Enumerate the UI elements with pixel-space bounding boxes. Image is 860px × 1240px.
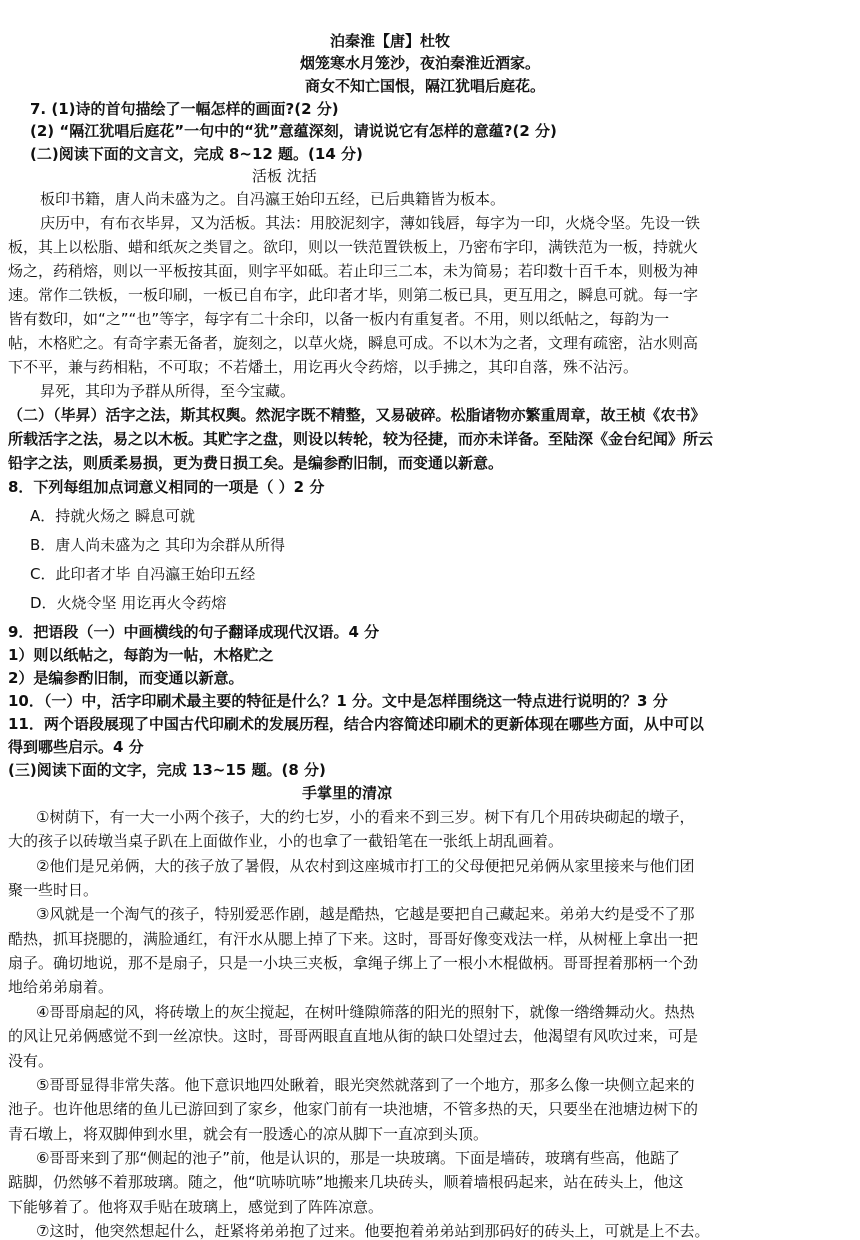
section-2-title: (二)阅读下面的文言文，完成 8~12 题。(14 分)	[30, 145, 363, 163]
story-line: ②他们是兄弟俩，大的孩子放了暑假，从农村到这座城市打工的父母便把兄弟俩从家里接来与他们团	[36, 856, 695, 875]
story-line: ①树荫下，有一大一小两个孩子，大的约七岁，小的看来不到三岁。树下有几个用砖块砌起的墩子，	[36, 808, 695, 826]
q8-option-c: C．此印者才毕 自冯瀛王始印五经	[30, 565, 256, 583]
question-11-line1: 11．两个语段展现了中国古代印刷术的发展历程，结合内容简述印刷术的更新体现在哪些方面，从中可以	[8, 715, 704, 733]
story-line: 的风让兄弟俩感觉不到一丝凉快。这时，哥哥两眼直直地从街的缺口处望过去，他渴望有风吹过来，可是	[8, 1027, 699, 1046]
classical-line: 下不平，兼与药相粘，不可取；不若燔土，用讫再火令药熔，以手拂之，其印自落，殊不沾污。	[8, 358, 639, 376]
story-line: ⑤哥哥显得非常失落。他下意识地四处瞅着，眼光突然就落到了一个地方，那多么像一块侧立起来的	[36, 1075, 695, 1094]
classical-line: 板，其上以松脂、蜡和纸灰之类冒之。欲印，则以一铁范置铁板上，乃密布字印，满铁范为一板，持就火	[8, 238, 699, 256]
classical-line: 板印书籍，唐人尚未盛为之。自冯瀛王始印五经，已后典籍皆为板本。	[40, 190, 506, 208]
story-line: 大的孩子以砖墩当桌子趴在上面做作业，小的也拿了一截铅笔在一张纸上胡乱画着。	[8, 832, 564, 851]
story-title: 手掌里的清凉	[302, 784, 393, 802]
classical-line: 帖，木格贮之。有奇字素无备者，旋刻之，以草火烧，瞬息可成。不以木为之者，文理有疏密，沾水则高	[8, 334, 699, 352]
story-line: ⑥哥哥来到了那“侧起的池子”前，他是认识的，那是一块玻璃。下面是墙砖，玻璃有些高，他踮了	[36, 1148, 680, 1167]
classical-text-title: 活板 沈括	[252, 167, 317, 185]
story-line: ④哥哥扇起的风，将砖墩上的灰尘搅起，在树叶缝隙筛落的阳光的照射下，就像一绺绺舞动火。热热	[36, 1002, 695, 1021]
classical-line: 庆历中，有布衣毕昇，又为活板。其法：用胶泥刻字，薄如钱唇，每字为一印，火烧令坚。先设一铁	[40, 214, 701, 232]
story-line: 聚一些时日。	[8, 881, 99, 900]
passage2-line: （二）（毕昇）活字之法，斯其权舆。然泥字既不精整，又易破碎。松脂诸物亦繁重周章，故王桢《农书》	[8, 406, 706, 424]
poem-title: 泊秦淮【唐】杜牧	[330, 32, 451, 50]
story-line: ③风就是一个淘气的孩子，特别爱恶作剧，越是酷热，它越是要把自己藏起来。弟弟大约是受不了那	[36, 905, 695, 924]
question-10: 10．（一）中，活字印刷术最主要的特征是什么？1 分。文中是怎样围绕这一特点进行说明的？3 分	[8, 692, 668, 710]
question-9-1: 1）则以纸帖之，每韵为一帖，木格贮之	[8, 646, 274, 664]
story-line: ⑦这时，他突然想起什么，赶紧将弟弟抱了过来。他要抱着弟弟站到那码好的砖头上，可就是上不去。	[36, 1222, 710, 1240]
story-line: 地给弟弟扇着。	[8, 978, 114, 997]
question-8: 8．下列每组加点词意义相同的一项是（ ）2 分	[8, 478, 325, 496]
classical-line: 昇死，其印为予群从所得，至今宝藏。	[40, 382, 296, 400]
question-7-2: (2) “隔江犹唱后庭花”一句中的“犹”意蕴深刻，请说说它有怎样的意蕴?(2 分)	[30, 122, 557, 140]
q8-option-b: B．唐人尚未盛为之 其印为余群从所得	[30, 536, 286, 554]
q8-option-a: A．持就火炀之 瞬息可就	[30, 507, 196, 525]
story-line: 扇子。确切地说，那不是扇子，只是一小块三夹板，拿绳子绑上了一根小木棍做柄。哥哥捏着那柄一个劲	[8, 954, 699, 973]
story-line: 没有。	[8, 1051, 54, 1070]
classical-line: 皆有数印，如“之”“也”等字，每字有二十余印，以备一板内有重复者。不用，则以纸帖之，每韵为一	[8, 310, 670, 328]
story-line: 青石墩上，将双脚伸到水里，就会有一股透心的凉从脚下一直凉到头顶。	[8, 1124, 489, 1143]
question-9-2: 2）是编参酌旧制，而变通以新意。	[8, 669, 244, 687]
story-line: 下能够着了。他将双手贴在玻璃上，感觉到了阵阵凉意。	[8, 1197, 384, 1216]
question-9: 9．把语段（一）中画横线的句子翻译成现代汉语。4 分	[8, 623, 380, 641]
story-line: 酷热，抓耳挠腮的，满脸通红，有汗水从腮上掉了下来。这时，哥哥好像变戏法一样，从树桠上拿出一把	[8, 929, 699, 948]
story-line: 池子。也许他思绪的鱼儿已游回到了家乡，他家门前有一块池塘，不管多热的天，只要坐在池塘边树下的	[8, 1100, 699, 1119]
poem-line-2: 商女不知亡国恨，隔江犹唱后庭花。	[305, 77, 546, 95]
section-3-title: (三)阅读下面的文字，完成 13~15 题。(8 分)	[8, 761, 326, 779]
q8-option-d: D．火烧令坚 用讫再火令药熔	[30, 594, 227, 612]
question-7-1: 7. (1)诗的首句描绘了一幅怎样的画面?(2 分)	[30, 100, 339, 118]
classical-line: 速。常作二铁板，一板印刷，一板已自布字，此印者才毕，则第二板已具，更互用之，瞬息可就。每一字	[8, 286, 699, 304]
classical-line: 炀之，药稍熔，则以一平板按其面，则字平如砥。若止印三二本，未为简易；若印数十百千本，则极为神	[8, 262, 699, 280]
passage2-line: 铅字之法，则质柔易损，更为费日损工矣。是编参酌旧制，而变通以新意。	[8, 454, 504, 472]
passage2-line: 所载活字之法，易之以木板。其贮字之盘，则设以转轮，较为径捷，而亦未详备。至陆深《金台纪闻》所云	[8, 430, 714, 448]
question-11-line2: 得到哪些启示。4 分	[8, 738, 144, 756]
poem-line-1: 烟笼寒水月笼沙，夜泊秦淮近酒家。	[300, 54, 541, 72]
story-line: 踮脚，仍然够不着那玻璃。随之，他“吭哧吭哧”地搬来几块砖头，顺着墙根码起来，站在砖头上，他这	[8, 1173, 684, 1192]
